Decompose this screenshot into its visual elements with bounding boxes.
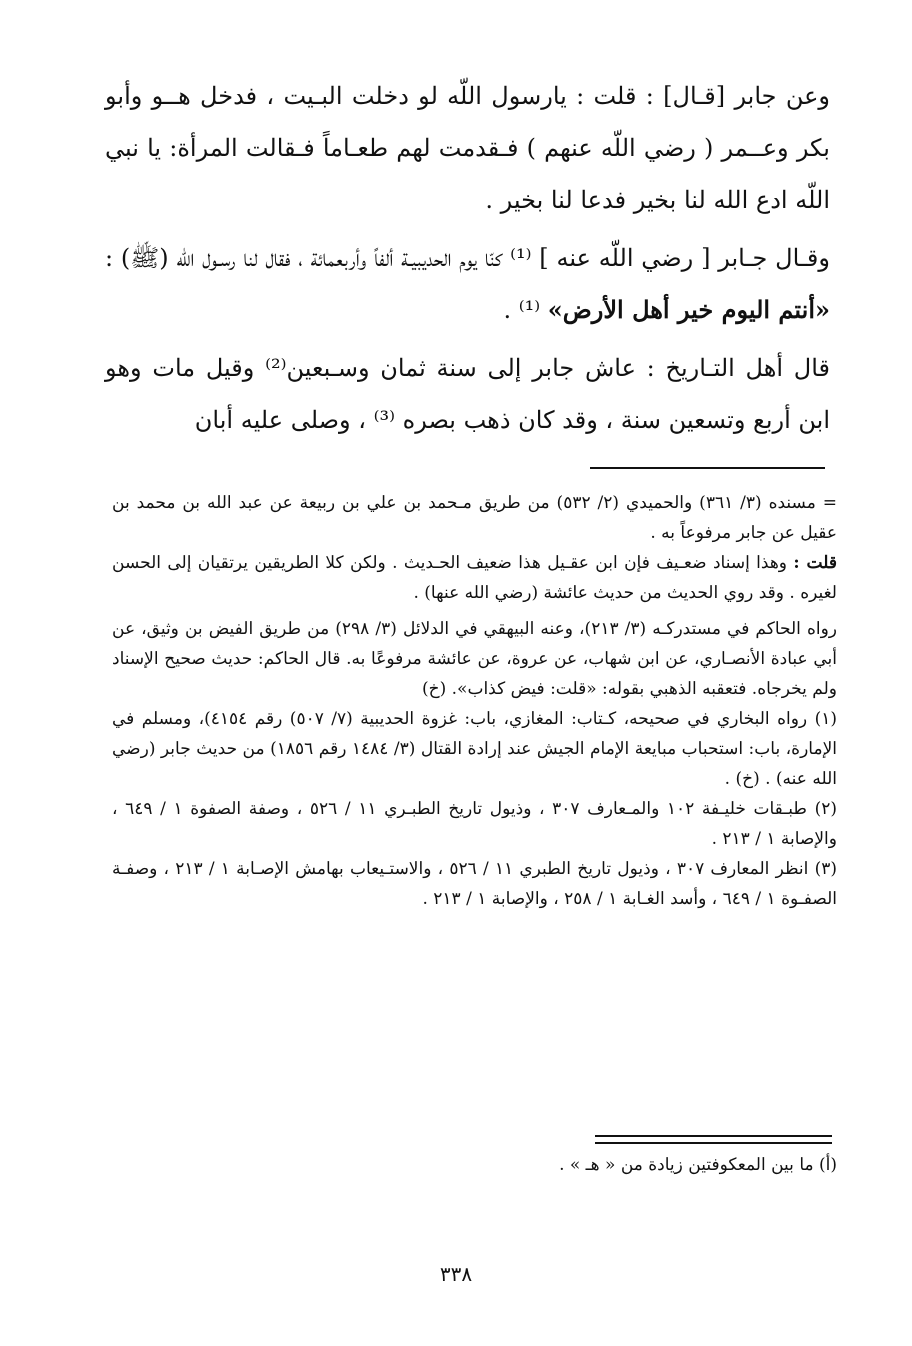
editor-note-alpha: (أ) ما بين المعكوفتين زيادة من « هـ » . [559,1155,837,1175]
hadith-quote: «أنتم اليوم خير أهل الأرض» [547,295,830,324]
main-text [105,70,830,226]
footnote-2-marker: (٢) [814,799,837,819]
page-number: ٣٣٨ [439,1262,473,1286]
editor-note-separator [595,1135,832,1144]
editor-notes [112,1150,837,1180]
footnote-2-text: طبـقات خليـفة ١٠٢ والمـعارف ٣٠٧ ، وذيول تاريخ الطبـري ١١ / ٥٢٦ ، وصفة الصفوة ١ / ٦٤٩ ، والإصابة ١ / ٢١٣ . [112,799,837,849]
main-text-2 [105,232,830,336]
main-paragraph-2-text: وقـال جـابر [ رضي اللّه عنه ] ⁽¹⁾ كنّا يوم الحديبيـة ألفاً وأربعمائة ، فقال لنا رسـول اللّه (ﷺ) : [105,244,830,272]
footnote-3-text: انظر المعارف ٣٠٧ ، وذيول تاريخ الطبري ١١ / ٥٢٦ ، والاستـيعاب بهامش الإصـابة ١ / ٢١٣ ، وصفـة الصفـوة ١ / ٦٤٩ ، وأسد الغـابة ١ / ٢٥٨ ، والإصابة ١ / ٢١٣ . [112,859,837,909]
footnote-3 [112,854,837,914]
footnote-2 [112,794,837,854]
footnote-1-marker: (١) [814,709,838,729]
qult-text: وهذا إسناد ضعـيف فإن ابن عقـيل هذا ضعيف الحـديث . ولكن كلا الطريقين يرتقيان إلى الحسن لغيره . وقد روي الحديث من حديث عائشة (رضي الله عنها) . [112,553,837,603]
main-text-3 [105,342,830,446]
footnote-continued: = مسنده (٣/ ٣٦١) والحميدي (٢/ ٥٣٢) من طريق مـحمد بن علي بن ربيعة عن عبد الله بن محمد بن عقيل عن جابر مرفوعاً به . [112,493,837,543]
main-paragraph-1: وعن جابر [قـال] : قلت : يارسول اللّه لو دخلت البـيت ، فدخل هــو وأبو بكر وعــمر ( رضي اللّه عنهم ) فـقدمت لهم طعـاماً فـقالت المرأة: يا نبي اللّه ادع الله لنا بخير فدعا لنا بخير . [105,82,830,214]
footnote-separator [590,467,825,469]
footnote-3-marker: (٣) [814,859,837,879]
footnotes [112,488,837,914]
hadith-tail: ⁽¹⁾ . [503,296,548,324]
footnote-hakim: رواه الحاكم في مستدركـه (٣/ ٢١٣)، وعنه البيهقي في الدلائل (٣/ ٢٩٨) من طريق الفيض بن وثيق، عن أبي عبادة الأنصـاري، عن ابن شهاب، عن عروة، عن عائشة مرفوعًا به. قال الحاكم: حديث صحيح الإسناد ولم يخرجاه. فتعقبه الذهبي بقوله: «قلت: فيض كذاب». (خ) [112,619,838,699]
main-paragraph-2 [105,232,830,336]
qult-label: قلت : [793,553,837,573]
footnote-1-text: رواه البخاري في صحيحه، كـتاب: المغازي، باب: غزوة الحديبية (٧/ ٥٠٧) رقم ٤١٥٤)، ومسلم في الإمارة، باب: استحباب مبايعة الإمام الجيش عند إرادة القتال (٣/ ١٤٨٤ رقم ١٨٥٦) من حديث جابر (رضي الله عنه) . (خ) . [112,709,837,789]
footnote-1 [112,704,837,794]
main-paragraph-3: قال أهل التـاريخ : عاش جابر إلى سنة ثمان وسـبعين⁽²⁾ وقيل مات وهو ابن أربع وتسعين سنة ، وقد كان ذهب بصره ⁽³⁾ ، وصلى عليه أبان [105,354,830,434]
footnote-qult [112,548,837,608]
